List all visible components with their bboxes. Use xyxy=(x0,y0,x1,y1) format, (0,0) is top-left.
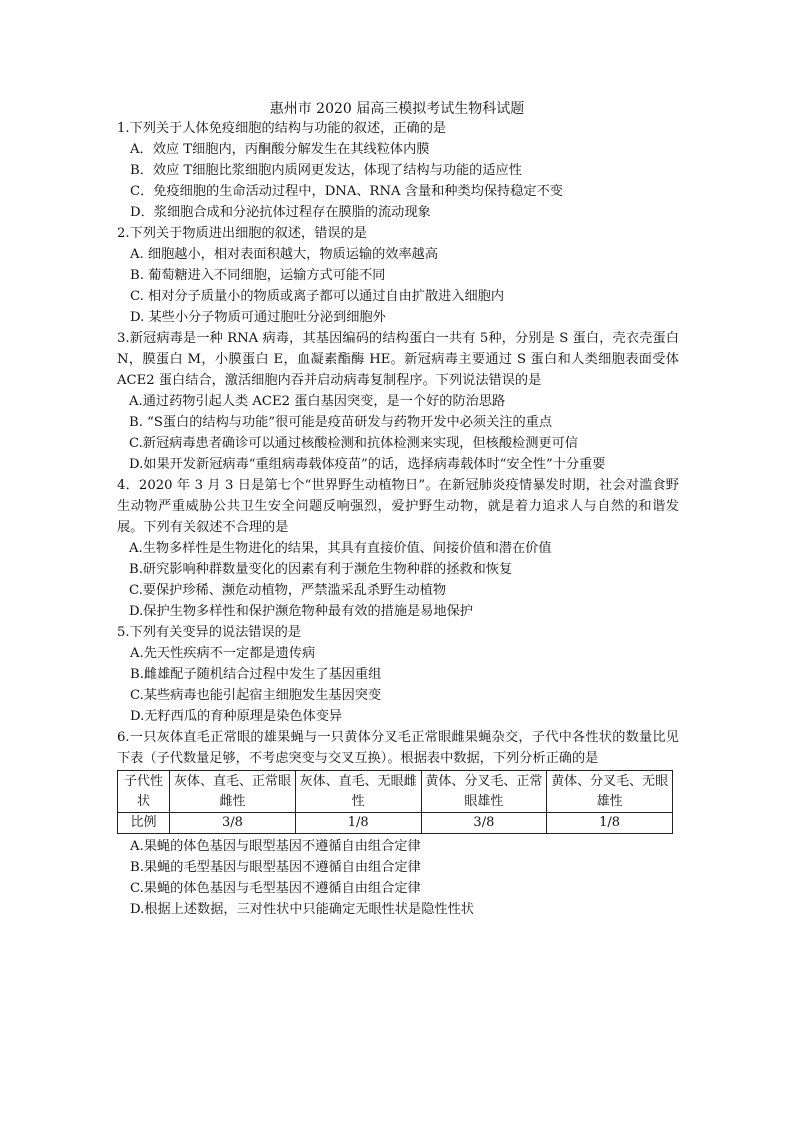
option-b: B．效应 T细胞比浆细胞内质网更发达，体现了结构与功能的适应性 xyxy=(130,163,522,178)
question-2 xyxy=(117,223,679,328)
question-stem: 4．2020 年 3 月 3 日是第七个“世界野生动植物日”。在新冠肺炎疫情暴发时期，社会对滥食野生动物严重威胁公共卫生安全问题反响强烈，爱护野生动物，就是着力追求人与自然的和谐发展。下列有关叙述不合理的是 xyxy=(117,478,679,535)
option-d: D.保护生物多样性和保护濒危物种最有效的措施是易地保护 xyxy=(129,604,473,619)
question-stem: 2.下列关于物质进出细胞的叙述，错误的是 xyxy=(117,226,367,241)
option-d: D.如果开发新冠病毒“重组病毒载体疫苗”的话，选择病毒载体时“安全性”十分重要 xyxy=(129,457,606,472)
table-header-cell: 子代性状 xyxy=(118,771,170,813)
option-d: D.无籽西瓜的育种原理是染色体变异 xyxy=(130,709,343,724)
question-list xyxy=(117,118,679,920)
question-stem: 1.下列关于人体免疫细胞的结构与功能的叙述，正确的是 xyxy=(117,121,447,136)
table-row xyxy=(118,813,673,834)
option-c: C.新冠病毒患者确诊可以通过核酸检测和抗体检测来实现，但核酸检测更可信 xyxy=(129,436,578,451)
table-header-row xyxy=(118,771,673,813)
option-a: A.果蝇的体色基因与眼型基因不遵循自由组合定律 xyxy=(130,839,421,854)
table-cell: 3/8 xyxy=(170,813,296,834)
question-stem: 3.新冠病毒是一种 RNA 病毒，其基因编码的结构蛋白一共有 5种，分别是 S 蛋白，壳衣壳蛋白 N，膜蛋白 M，小膜蛋白 E，血凝素酯酶 HE。新冠病毒主要通过 S 蛋白和人类细胞表面受体 ACE2 蛋白结合，激活细胞内吞并启动病毒复制程序。下列说法错误的是 xyxy=(117,331,679,388)
table-header-cell: 灰体、直毛、正常眼雌性 xyxy=(170,771,296,813)
question-6 xyxy=(117,727,679,920)
option-c: C．免疫细胞的生命活动过程中，DNA、RNA 含量和种类均保持稳定不变 xyxy=(130,184,563,199)
option-a: A.生物多样性是生物进化的结果，其具有直接价值、间接价值和潜在价值 xyxy=(129,541,552,556)
option-b: B.雌雄配子随机结合过程中发生了基因重组 xyxy=(130,667,382,682)
option-b: B. 葡萄糖进入不同细胞，运输方式可能不同 xyxy=(130,268,386,283)
table-header-cell: 黄体、分叉毛、正常眼雄性 xyxy=(421,771,547,813)
question-5 xyxy=(117,622,679,727)
offspring-ratio-table xyxy=(117,770,673,834)
option-c: C. 相对分子质量小的物质或离子都可以通过自由扩散进入细胞内 xyxy=(130,289,505,304)
page-title: 惠州市 2020 届高三模拟考试生物科试题 xyxy=(269,101,525,117)
question-3 xyxy=(117,328,679,475)
option-c: C.要保护珍稀、濒危动植物，严禁滥采乱杀野生动植物 xyxy=(129,583,447,598)
option-c: C.某些病毒也能引起宿主细胞发生基因突变 xyxy=(130,688,382,703)
option-b: B. “S蛋白的结构与功能”很可能是疫苗研发与药物开发中必须关注的重点 xyxy=(129,415,553,430)
option-a: A. 细胞越小，相对表面积越大，物质运输的效率越高 xyxy=(130,247,439,262)
question-1 xyxy=(117,118,679,223)
option-d: D.根据上述数据，三对性状中只能确定无眼性状是隐性性状 xyxy=(130,902,474,917)
question-4 xyxy=(117,475,679,622)
table-cell: 1/8 xyxy=(295,813,421,834)
option-a: A．效应 T细胞内，丙酮酸分解发生在其线粒体内膜 xyxy=(130,142,430,157)
question-stem: 5.下列有关变异的说法错误的是 xyxy=(117,625,302,640)
option-d: D．浆细胞合成和分泌抗体过程存在膜脂的流动现象 xyxy=(130,205,431,220)
option-a: A.先天性疾病不一定都是遗传病 xyxy=(130,646,316,661)
table-cell: 3/8 xyxy=(421,813,547,834)
table-cell: 1/8 xyxy=(547,813,673,834)
option-b: B.研究影响种群数量变化的因素有利于濒危生物种群的拯救和恢复 xyxy=(129,562,513,577)
table-header-cell: 灰体、直毛、无眼雌性 xyxy=(295,771,421,813)
option-b: B.果蝇的毛型基因与眼型基因不遵循自由组合定律 xyxy=(130,860,421,875)
table-row-label: 比例 xyxy=(118,813,170,834)
question-stem: 6.一只灰体直毛正常眼的雄果蝇与一只黄体分叉毛正常眼雌果蝇杂交，子代中各性状的数量比见下表（子代数量足够，不考虑突变与交叉互换）。根据表中数据，下列分析正确的是 xyxy=(117,730,679,766)
option-c: C.果蝇的体色基因与毛型基因不遵循自由组合定律 xyxy=(130,881,421,896)
option-d: D. 某些小分子物质可通过胞吐分泌到细胞外 xyxy=(130,310,386,325)
option-a: A.通过药物引起人类 ACE2 蛋白基因突变，是一个好的防治思路 xyxy=(129,394,506,409)
table-header-cell: 黄体、分叉毛、无眼雄性 xyxy=(547,771,673,813)
